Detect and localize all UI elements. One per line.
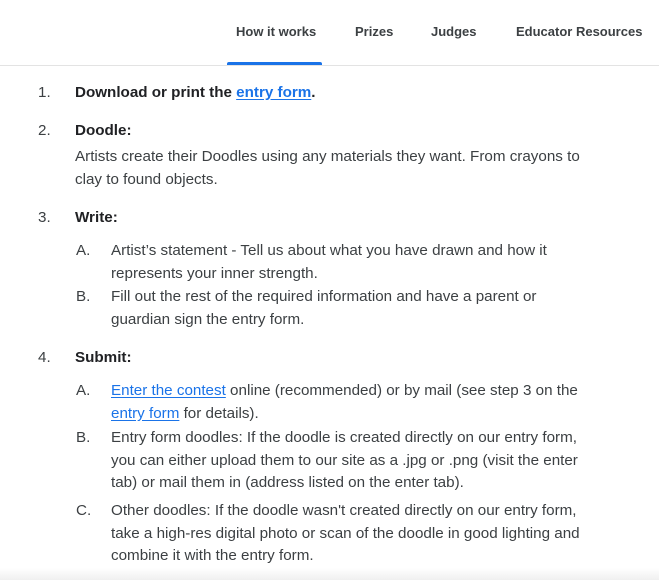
step-number: 3.	[38, 209, 51, 226]
tab-judges[interactable]: Judges	[431, 24, 477, 39]
step-title: Doodle:	[75, 122, 132, 139]
item-text	[111, 380, 599, 425]
step-body: Artists create their Doodles using any materials they want. From crayons to clay to found objects.	[75, 148, 580, 188]
item-letter: C.	[76, 502, 92, 519]
enter-contest-link[interactable]: Enter the contest	[111, 382, 226, 399]
item-text-part: for details).	[179, 404, 259, 422]
item-text: Other doodles: If the doodle wasn't created directly on our entry form, take a high-res digital photo or scan of the doodle in good lighting and combine it with the entry form.	[111, 502, 580, 564]
bottom-fade	[0, 568, 659, 580]
active-tab-indicator	[227, 62, 322, 65]
step-title-suffix: .	[311, 84, 316, 101]
top-navigation	[0, 0, 659, 66]
item-text-part: online (recommended) or by mail (see step 3 on the	[225, 382, 578, 399]
entry-form-link[interactable]: entry form	[236, 84, 312, 101]
tab-educator-resources[interactable]: Educator Resources	[516, 24, 643, 39]
step-number: 1.	[38, 84, 51, 101]
step-number: 4.	[38, 349, 51, 366]
item-letter: A.	[76, 382, 91, 399]
step-number: 2.	[38, 122, 51, 139]
item-letter: A.	[76, 242, 91, 259]
tab-how-it-works[interactable]: How it works	[236, 24, 317, 39]
step-title-text: Download or print the	[75, 84, 237, 101]
step-title	[75, 82, 316, 105]
item-text: Fill out the rest of the required information and have a parent or guardian sign the entry form.	[111, 288, 537, 328]
item-letter: B.	[76, 429, 91, 446]
step-title: Write:	[75, 209, 118, 226]
item-text: Artist’s statement - Tell us about what you have drawn and how it represents your inner strength.	[111, 242, 547, 282]
item-letter: B.	[76, 288, 91, 305]
tab-prizes[interactable]: Prizes	[355, 24, 394, 39]
entry-form-link[interactable]: entry form	[111, 404, 180, 422]
item-text: Entry form doodles: If the doodle is created directly on our entry form, you can either upload them to our site as a .jpg or .png (visit the enter tab) or mail them in (address listed on the enter tab).	[111, 429, 578, 491]
step-title: Submit:	[75, 349, 132, 366]
